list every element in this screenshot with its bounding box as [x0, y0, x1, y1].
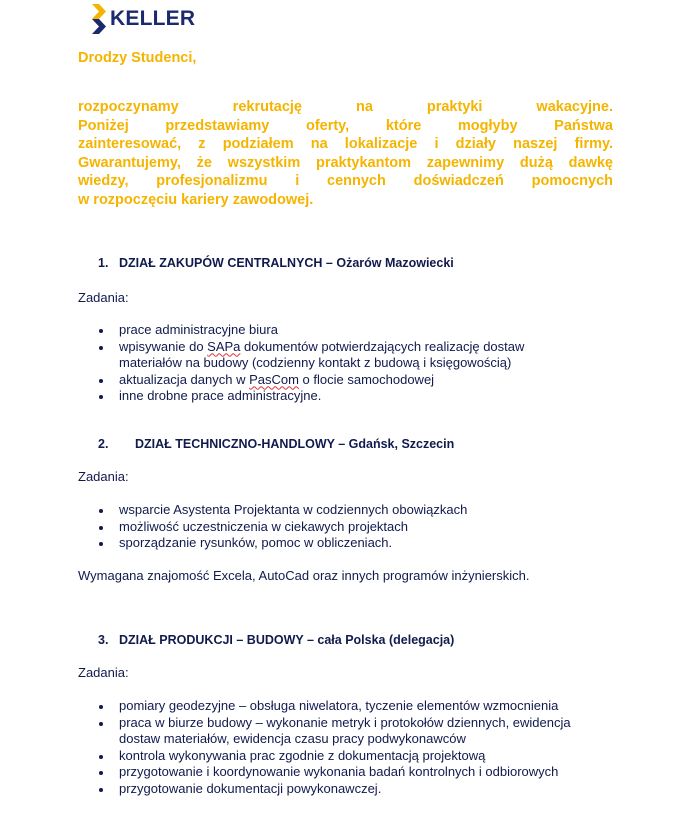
- list-item: praca w biurze budowy – wykonanie metryk i protokołów dziennych, ewidencja dostaw materiałów, ewidencja czasu pracy podwykonawców: [96, 715, 656, 748]
- section-number: 2.: [98, 437, 109, 451]
- section-3-tasks-label: Zadania:: [78, 665, 129, 680]
- logo-text: KELLER: [110, 7, 196, 30]
- section-3-heading: [98, 633, 454, 647]
- section-1-task-list: [96, 322, 656, 405]
- intro-line: Gwarantujemy, że wszystkim praktykantom zapewnimy dużą dawkę: [78, 154, 613, 171]
- section-number: 1.: [98, 256, 109, 270]
- list-item: przygotowanie i koordynowanie wykonania badań kontrolnych i odbiorowych: [96, 764, 656, 781]
- list-item: wsparcie Asystenta Projektanta w codziennych obowiązkach: [96, 502, 656, 519]
- section-title: DZIAŁ PRODUKCJI – BUDOWY – cała Polska (delegacja): [119, 633, 455, 647]
- intro-line: wiedzy, profesjonalizmu i cennych doświadczeń pomocnych: [78, 173, 613, 189]
- section-1-heading: [98, 256, 454, 270]
- section-2-requirement: Wymagana znajomość Excela, AutoCad oraz innych programów inżynierskich.: [78, 568, 530, 583]
- list-item: aktualizacja danych w PasCom o flocie samochodowej: [96, 372, 656, 389]
- intro-line: Poniżej przedstawiamy oferty, które mogłyby Państwa: [78, 117, 613, 134]
- list-item: inne drobne prace administracyjne.: [96, 388, 656, 405]
- section-title: DZIAŁ TECHNICZNO-HANDLOWY – Gdańsk, Szczecin: [135, 437, 455, 451]
- section-number: 3.: [98, 633, 109, 647]
- section-1-tasks-label: Zadania:: [78, 290, 129, 305]
- spellcheck-word: SAPa: [207, 338, 241, 354]
- intro-line: rozpoczynamy rekrutację na praktyki wakacyjne.: [78, 99, 613, 115]
- section-2-heading: [98, 437, 454, 451]
- spellcheck-word: PasCom: [249, 371, 299, 387]
- intro-line: w rozpoczęciu kariery zawodowej.: [78, 191, 314, 208]
- list-item: możliwość uczestniczenia w ciekawych projektach: [96, 519, 656, 536]
- keller-logo: [92, 3, 195, 35]
- intro-paragraph: [78, 98, 613, 209]
- section-2-tasks-label: Zadania:: [78, 469, 129, 484]
- intro-line: zainteresować, z podziałem na lokalizacje i działy naszej firmy.: [78, 136, 613, 152]
- list-item: pomiary geodezyjne – obsługa niwelatora, tyczenie elementów wzmocnienia: [96, 698, 656, 715]
- list-item: kontrola wykonywania prac zgodnie z dokumentacją projektową: [96, 748, 656, 765]
- list-item: prace administracyjne biura: [96, 322, 656, 339]
- section-2-task-list: [96, 502, 656, 552]
- section-title: DZIAŁ ZAKUPÓW CENTRALNYCH – Ożarów Mazowiecki: [119, 256, 454, 270]
- list-item: sporządzanie rysunków, pomoc w obliczeniach.: [96, 535, 656, 552]
- greeting: Drodzy Studenci,: [78, 50, 197, 66]
- section-3-task-list: [96, 698, 656, 797]
- list-item: wpisywanie do SAPa dokumentów potwierdzających realizację dostaw materiałów na budowy (codzienny kontakt z budową i księgowością): [96, 339, 656, 372]
- list-item: przygotowanie dokumentacji powykonawczej.: [96, 781, 656, 798]
- keller-logo-icon: [92, 4, 106, 34]
